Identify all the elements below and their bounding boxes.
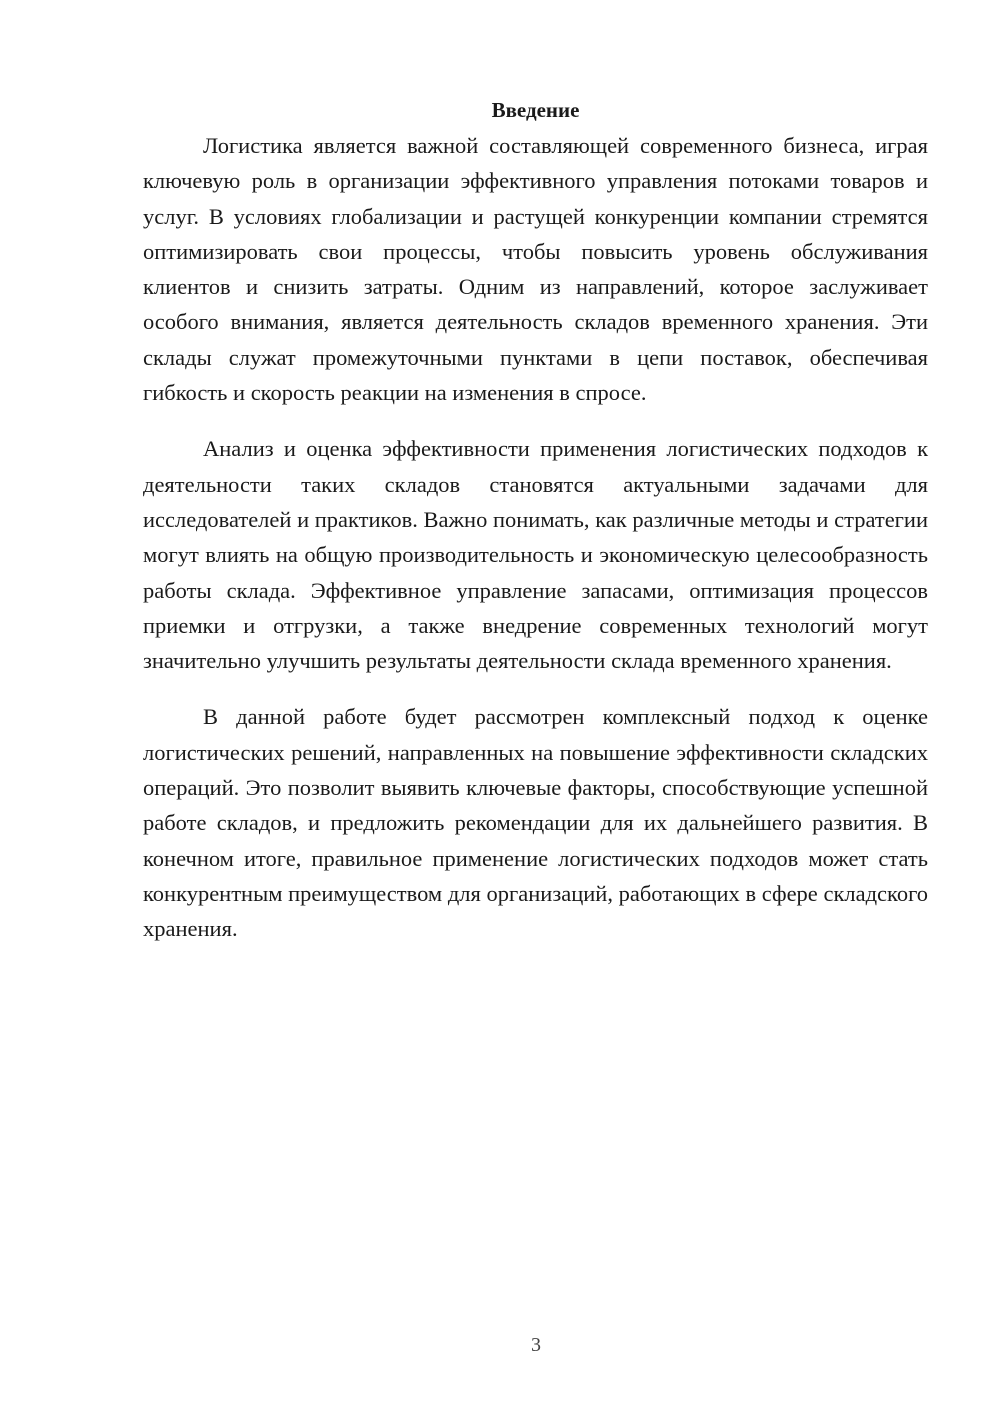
paragraph-2: Анализ и оценка эффективности применения логистических подходов к деятельности таких складов становятся актуальными задачами для исследователей и практиков. Важно понимать, как различные методы и стратегии могут влиять на общую производительность и экономическую целесообразность работы склада. Эффективное управление запасами, оптимизация процессов приемки и отгрузки, а также внедрение современных технологий могут значительно улучшить результаты деятельности склада временного хранения. xyxy=(143,436,928,674)
page-number: 3 xyxy=(531,1334,541,1356)
document-page xyxy=(143,96,928,968)
section-heading: Введение xyxy=(491,98,580,122)
paragraph-1: Логистика является важной составляющей современного бизнеса, играя ключевую роль в организации эффективного управления потоками товаров и услуг. В условиях глобализации и растущей конкуренции компании стремятся оптимизировать свои процессы, чтобы повысить уровень обслуживания клиентов и снизить затраты. Одним из направлений, которое заслуживает особого внимания, является деятельность складов временного хранения. Эти склады служат промежуточными пунктами в цепи поставок, обеспечивая гибкость и скорость реакции на изменения в спросе. xyxy=(143,133,928,406)
paragraph-3: В данной работе будет рассмотрен комплексный подход к оценке логистических решений, направленных на повышение эффективности складских операций. Это позволит выявить ключевые факторы, способствующие успешной работе складов, и предложить рекомендации для их дальнейшего развития. В конечном итоге, правильное применение логистических подходов может стать конкурентным преимуществом для организаций, работающих в сфере складского хранения. xyxy=(143,704,928,942)
